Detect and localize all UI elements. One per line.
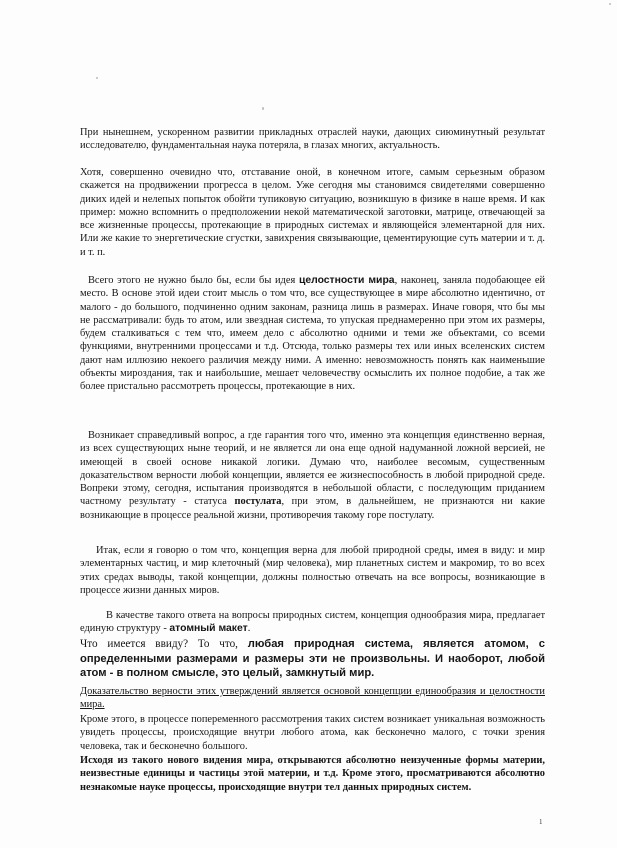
statement-atom-system: любая природная система, является атомом, с определенными размерами и размеры эти не произвольны. И наоборот, любой атом - в полном смысле, это целый, замкнутый мир. — [80, 638, 546, 680]
paragraph-besides: Кроме этого, в процессе попеременного рассмотрения таких систем возникает уникальная возможность увидеть процессы, происходящие внутри любого атома, как бесконечно малого, с точки зрения человека, так и бесконечно большого. — [80, 714, 545, 752]
paragraph-proof: Доказательство верности этих утверждений является основой концепции единообразия и целостности мира. — [80, 686, 545, 711]
paragraph-meaning: Что имеется ввиду? То что, любая природная система, является атомом, с определенными размерами и размеры эти не произвольны. И наоборот, любой атом - в полном смысле, это целый, замкнутый мир. — [80, 638, 546, 680]
paragraph-intro: При нынешнем, ускоренном развитии прикладных отраслей науки, дающих сиюминутный результат исследователю, фундаментальная наука потеряла, в глазах многих, актуальность. — [80, 127, 545, 152]
paragraph-so: Итак, если я говорю о том что, концепция верна для любой природной среды, имея в виду: и мир элементарных частиц, и мир клеточный (мир человека), мир планетных систем и макромир, то во всех этих средах выводы, такой концепции, должны полностью отвечать на все вопросы, возникающие в процессе жизни данных миров. — [80, 545, 545, 596]
paragraph-integrity: Всего этого не нужно было бы, если бы идея целостности мира, наконец, заняла подобающее ей место. В основе этой идеи стоит мысль о том что, все существующее в мире абсолютно идентично, от малого - до большого, подчиненно одним законам, разница лишь в размерах. Иначе говоря, что бы мы не рассматривали: будь то атом, или звездная система, то упуская преднамеренно при этом их размеры, будем сталкиваться с тем что, имеем дело с абсолютно одними и теми же объектами, со всеми функциями, внутренними процессами и т.д. Отсюда, только размеры тех или иных вселенских систем дают нам иллюзию некоего различия между ними. А именно: невозможность понять как наименьшие объекты мироздания, так и наибольшие, мешает человечеству осмыслить их полное подобие, а так же более пристально рассмотреть процессы, протекающие в них. — [80, 275, 546, 393]
paragraph-answer: В качестве такого ответа на вопросы природных систем, концепция однообразия мира, предлагает единую структуру - атомный макет. — [80, 610, 545, 635]
scan-speck — [96, 77, 98, 79]
term-atomic-model: атомный макет — [169, 623, 248, 635]
paragraph-question: Возникает справедливый вопрос, а где гарантия того что, именно эта концепция единственно верная, из всех существующих ныне теорий, и не является ли она еще одной надуманной ложной версией, не имеющей в своей основе никакой логики. Думаю что, наиболее весомым, существенным доказательством верности любой концепции, является ее жизнеспособность в любой природной среде. Вопреки этому, сегодня, испытания производятся в небольшой области, с последующим приданием частному результату - статуса постулата, при этом, в дальнейшем, не признаются ни какие возникающие в процессе реальной жизни, противоречия такому горе постулату. — [80, 430, 545, 521]
paragraph-conclusion: Исходя из такого нового видения мира, открываются абсолютно неизученные формы материи, неизвестные единицы и частицы этой материи, и т.д. Кроме этого, просматриваются абсолютно незнакомые науке процессы, происходящие внутри тел данных природных систем. — [80, 755, 545, 793]
term-integrity-of-world: целостности мира — [298, 275, 395, 286]
paragraph-however: Хотя, совершенно очевидно что, отставание оной, в конечном итоге, самым серьезным образом скажется на продвижении прогресса в целом. Уже сегодня мы становимся свидетелями совершенно диких идей и нелепых попыток обойти тупиковую ситуацию, возникшую в физике в наше время. И как пример: можно вспомнить о предположении некой математической заготовки, матрице, отвечающей за все жизненные процессы, протекающие в природных системах и являющейся элементарной для них. Или же какие то энергетические сгустки, завихрения связывающие, цементирующие суть материи и т. д. и т. п. — [80, 167, 545, 258]
scan-speck — [609, 3, 611, 5]
scan-speck — [262, 107, 264, 110]
term-postulate: постулата — [234, 496, 282, 508]
page-number: 1 — [539, 818, 543, 826]
